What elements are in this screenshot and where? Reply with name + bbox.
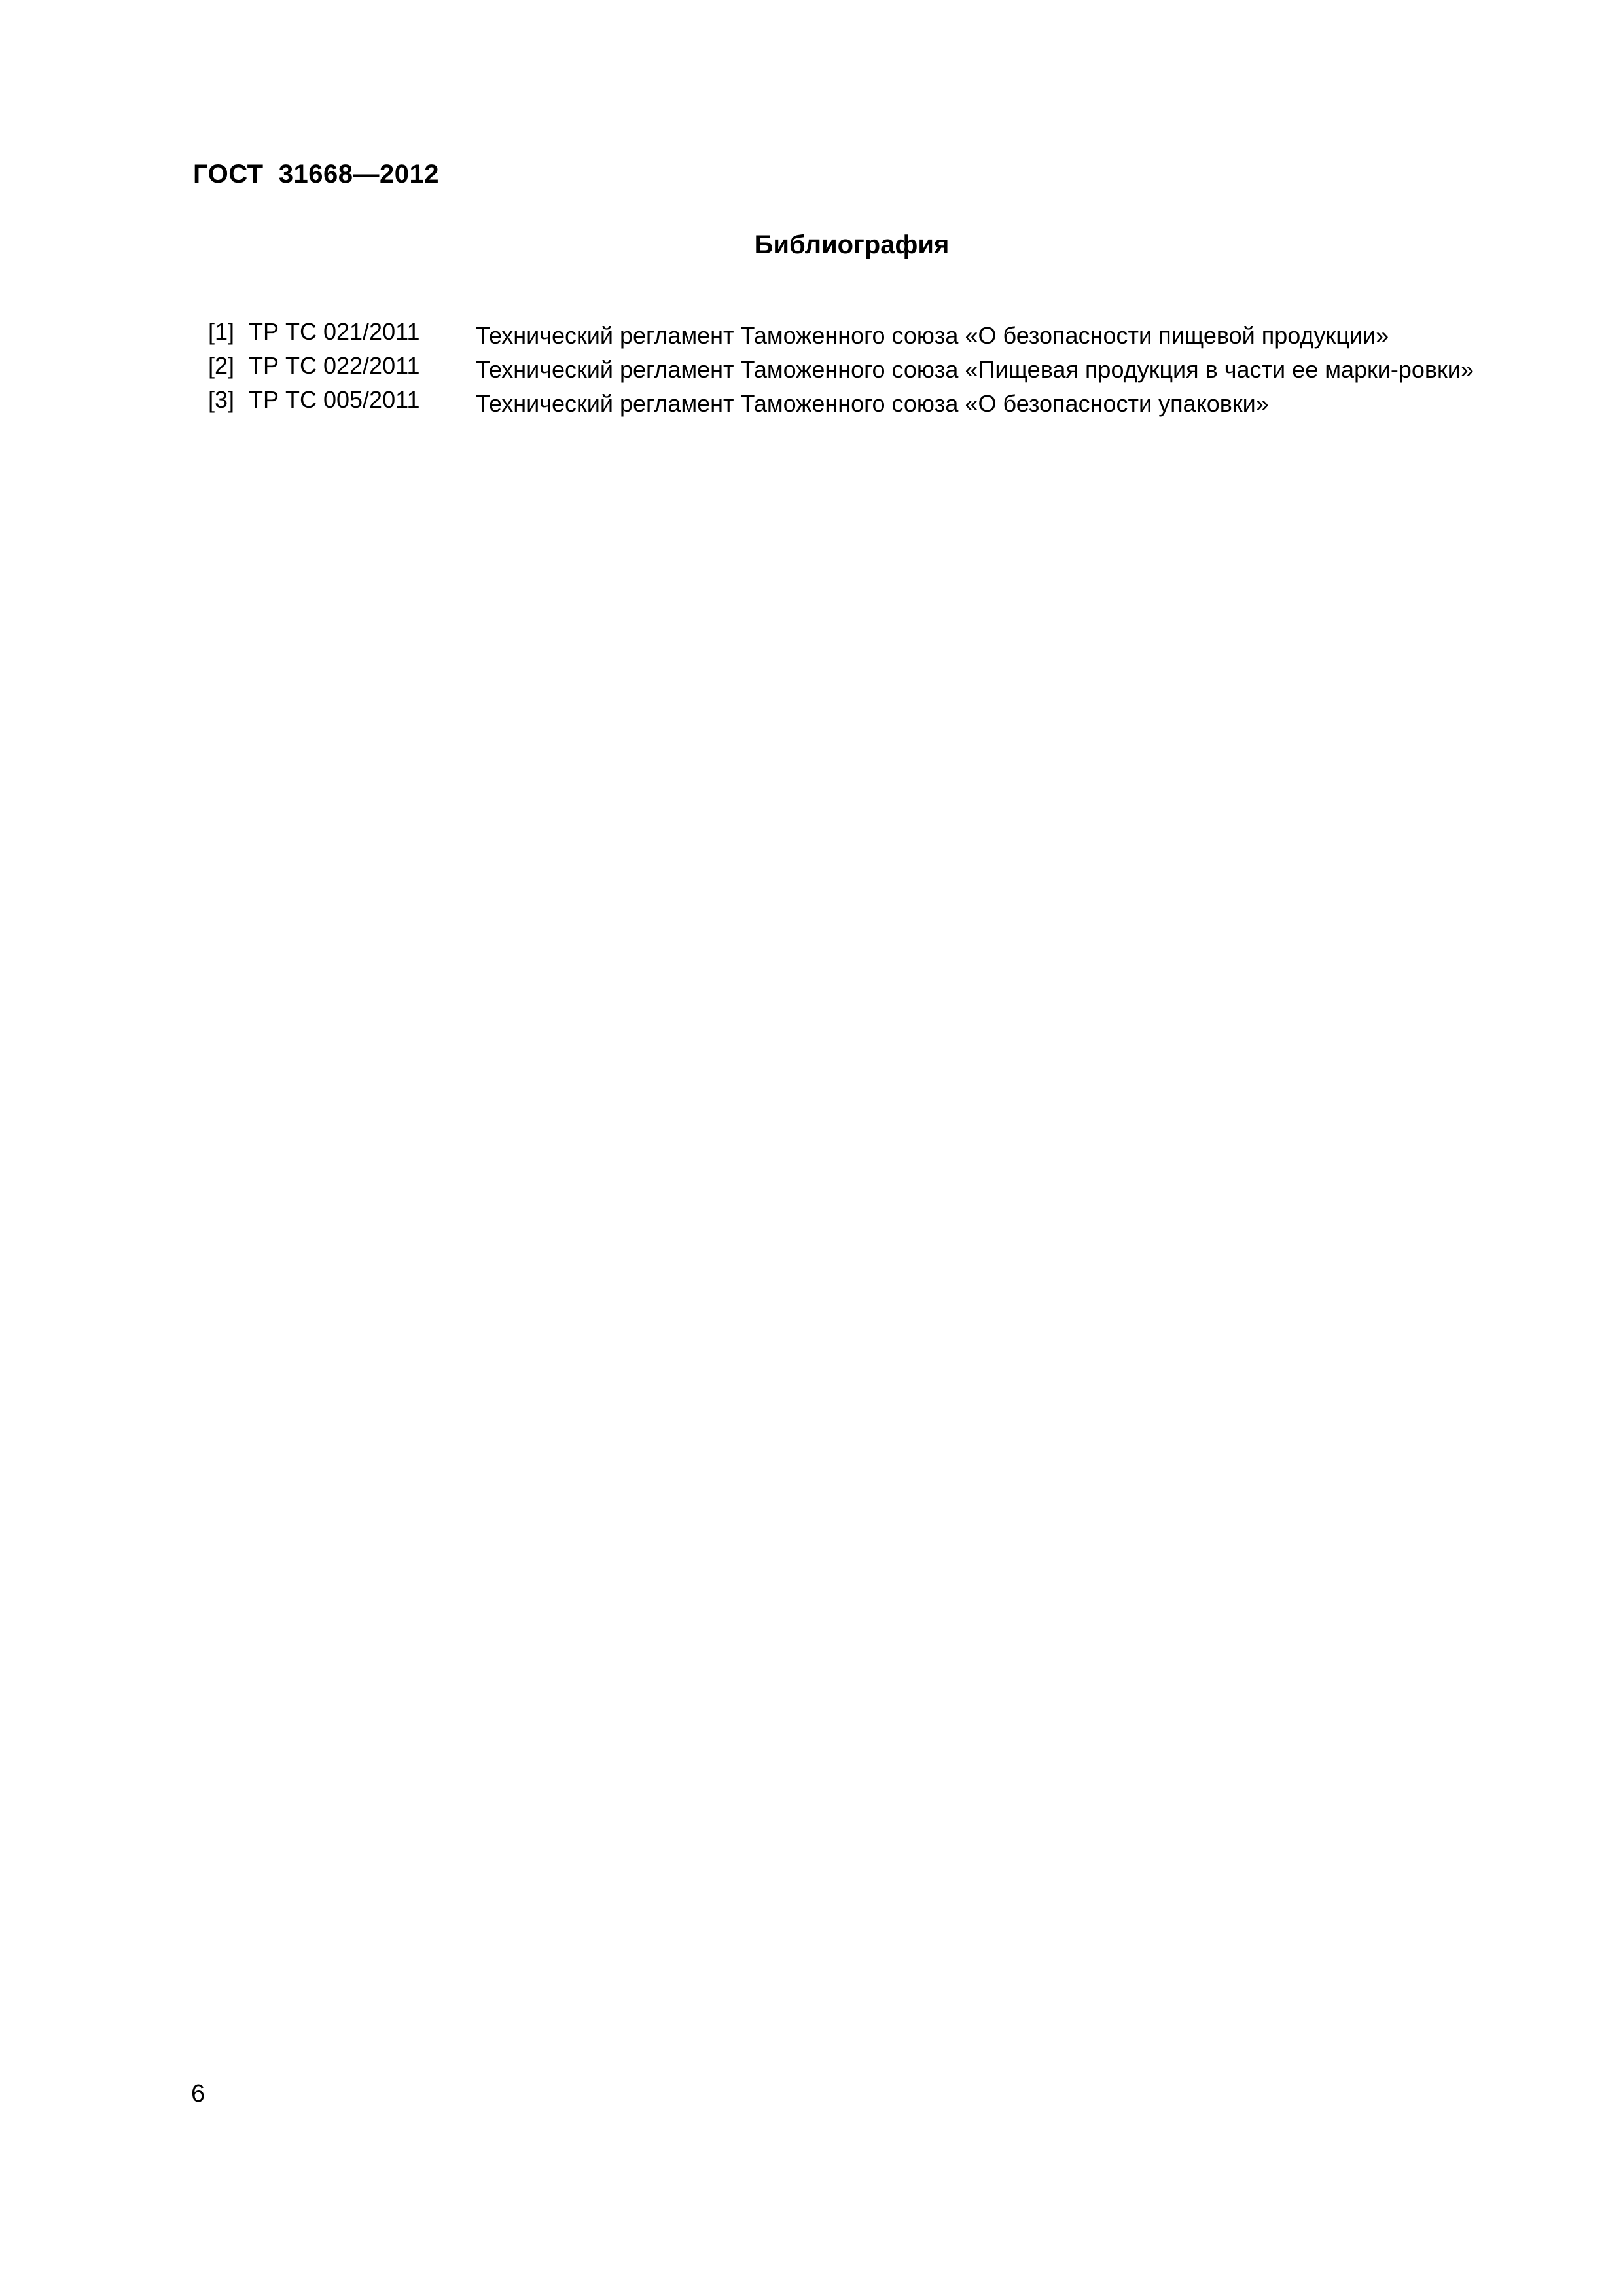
bibliography-entry-2: [208, 351, 1507, 385]
bibliography-entry-number: [3]: [208, 386, 235, 413]
bibliography-entry-description: Технический регламент Таможенного союза «Пищевая продукция в части ее марки-ровки»: [476, 356, 1474, 383]
document-standard-code: ГОСТ 31668—2012: [193, 160, 440, 188]
bibliography-entry-1: [208, 317, 1507, 351]
bibliography-entry-code: ТР ТС 021/2011: [249, 318, 420, 345]
page-number: 6: [191, 2080, 205, 2108]
bibliography-list: [208, 317, 1507, 419]
bibliography-entry-number: [2]: [208, 352, 235, 379]
section-title: Библиография: [754, 230, 950, 259]
bibliography-entry-code: ТР ТС 022/2011: [249, 352, 420, 379]
bibliography-entry-3: [208, 385, 1507, 419]
bibliography-entry-number: [1]: [208, 318, 235, 345]
bibliography-entry-description: Технический регламент Таможенного союза «О безопасности упаковки»: [476, 390, 1269, 417]
bibliography-entry-code: ТР ТС 005/2011: [249, 386, 420, 413]
bibliography-entry-description: Технический регламент Таможенного союза «О безопасности пищевой продукции»: [476, 322, 1389, 349]
